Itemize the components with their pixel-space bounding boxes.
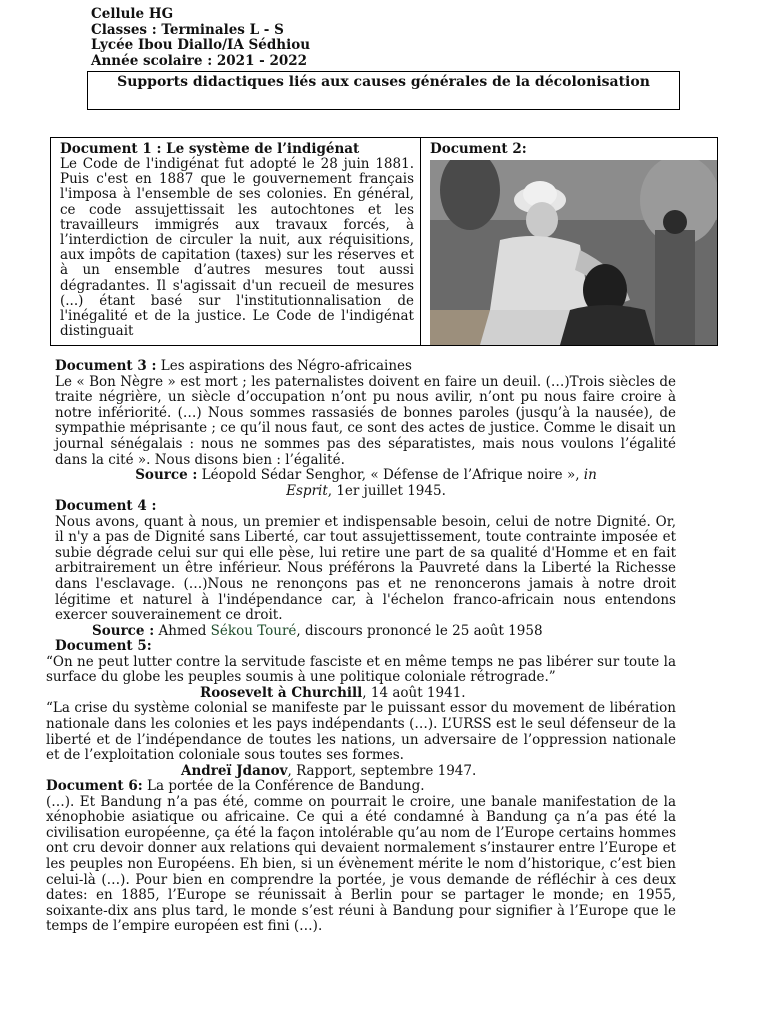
document-4-source (46, 624, 676, 640)
document-3-heading: Les aspirations des Négro-africaines (156, 358, 412, 374)
document-6 (46, 779, 676, 935)
document-3-label: Document 3 : (55, 358, 157, 374)
document-3-source-date: , 1er juillet 1945. (327, 482, 446, 499)
document-1-heading: Le système de l’indigénat (161, 141, 360, 157)
document-6-title (46, 779, 676, 795)
document-1-cell (51, 138, 421, 345)
document-5-label: Document 5: (55, 638, 152, 654)
document-5 (46, 639, 676, 779)
document-1-label: Document 1 : (60, 141, 162, 157)
documents-table (50, 137, 718, 346)
document-4-source-rest: , discours prononcé le 25 août 1958 (296, 622, 543, 639)
document-2-label: Document 2: (430, 141, 527, 157)
document-1-text: Le Code de l'indigénat fut adopté le 28 juin 1881. Puis c'est en 1887 que le gouvernement français l'imposa à l'ensemble de ses colonies. En général, ce code assujettissait les autochtones et les travailleurs immigrés aux travaux forcés, à l’interdiction de circuler la nuit, aux réquisitions, aux impôts de capitation (taxes) sur les réserves et à un ensemble d’autres mesures tout aussi dégradantes. Il s'agissait d'un recueil de mesures (...) étant basé sur l'institutionnalisation de l'inégalité et de la justice. Le Code de l'indigénat distinguait (60, 156, 414, 340)
document-2-photo (430, 160, 717, 345)
header-annee: Année scolaire : 2021 - 2022 (91, 52, 308, 69)
document-5-quote-1: “On ne peut lutter contre la servitude fasciste et en même temps ne pas libérer sur toute la surface du globe les peuples soumis à une politique coloniale rétrograde.” (46, 653, 676, 686)
document-5-source-2 (46, 764, 676, 780)
header-cellule: Cellule HG (91, 6, 174, 22)
document-3-title (46, 359, 676, 375)
document-4-text: Nous avons, quant à nous, un premier et indispensable besoin, celui de notre Dignité. Or, il n'y a pas de Dignité sans Liberté, car tout assujettissement, toute contrainte imposée et subie dégrade celui sur qui elle pèse, lui retire une part de sa qualité d'Homme et en fait arbitrairement un être inférieur. Nous préférons la Pauvreté dans la Liberté la Richesse dans l'esclavage. (…)Nous ne renonçons pas et ne renoncerons jamais à notre droit légitime et naturel à l'indépendance car, à l'échelon franco-africain nous entendons exercer souverainement ce droit. (55, 513, 676, 624)
document-3-source-pub: in Esprit (286, 467, 597, 499)
header-classes: Classes : Terminales L - S (91, 21, 284, 38)
document-4 (46, 499, 676, 639)
page-title-text: Supports didactiques liés aux causes générales de la décolonisation (117, 74, 650, 90)
document-5-quote-2: “La crise du système colonial se manifeste par le puissant essor du movement de libération nationale dans les colonies et les pays indépendants (…). L’URSS est le seul défenseur de la liberté et de l’indépendance de toutes les nations, un adversaire de l’oppression nationale et de l’exploitation coloniale sous toutes ses formes. (46, 700, 676, 764)
document-4-label: Document 4 : (55, 498, 157, 514)
document-5-source-1 (46, 686, 676, 702)
document-4-source-label: Source : (92, 622, 155, 639)
page-title (87, 71, 680, 110)
document-3-source-label: Source : (135, 467, 198, 484)
document-6-heading: La portée de la Conférence de Bandung. (142, 778, 425, 794)
document-6-text: (…). Et Bandung n’a pas été, comme on pourrait le croire, une banale manifestation de la xénophobie asiatique ou africaine. Ce qui a été condamné à Bandung ça n’a pas été la civilisation européenne, ça été la façon intolérable qu’au nom de l’Europe certains hommes ont cru devoir donner aux relations qui devaient normalement s’instaurer entre l’Europe et les peuples non Européens. Eh bien, si un évènement mérite le nom d’historique, c’est bien celui-là (…). Pour bien en comprendre la portée, je vous demande de réfléchir à ces deux dates: en 1885, l’Europe se réunissait à Berlin pour se partager le monde; en 1955, soixante-dix ans plus tard, le monde s’est réuni à Bandung pour signifier à l’Europe que le temps de l’empire européen est fini (…). (46, 793, 676, 935)
document-5-source-2-author: Andreï Jdanov (181, 762, 288, 779)
document-6-label: Document 6: (46, 778, 143, 794)
document-3-text: Le « Bon Nègre » est mort ; les paternalistes doivent en faire un deuil. (…)Trois siècles de traite négrière, un siècle d’occupation n’ont pu nous avilir, n’ont pu nous faire croire à notre infériorité. (…) Nous sommes rassasiés de bonnes paroles (jusqu’à la nausée), de sympathie méprisante ; ce qu’il nous faut, ce sont des actes de justice. Comme le disait un journal sénégalais : nous ne sommes pas des séparatistes, mais nous voulons l’égalité dans la cité ». Nous disons bien : l’égalité. (55, 373, 676, 468)
header-lycee: Lycée Ibou Diallo/IA Sédhiou (91, 37, 311, 53)
document-4-source-author-pre: Ahmed (154, 622, 211, 639)
header-block (91, 7, 310, 69)
document-2-cell (421, 138, 717, 345)
document-5-source-1-author: Roosevelt à Churchill (200, 684, 363, 701)
colonial-scene-photo (430, 160, 717, 345)
document-5-source-2-rest: , Rapport, septembre 1947. (287, 762, 477, 779)
document-3-source-text: Léopold Sédar Senghor, « Défense de l’Afrique noire », (197, 467, 584, 484)
document-4-source-author: Sékou Touré (210, 622, 297, 639)
document-1-title (60, 141, 414, 157)
document-3-source (46, 468, 676, 499)
document-5-source-1-rest: , 14 août 1941. (362, 684, 466, 701)
document-3 (46, 359, 676, 499)
